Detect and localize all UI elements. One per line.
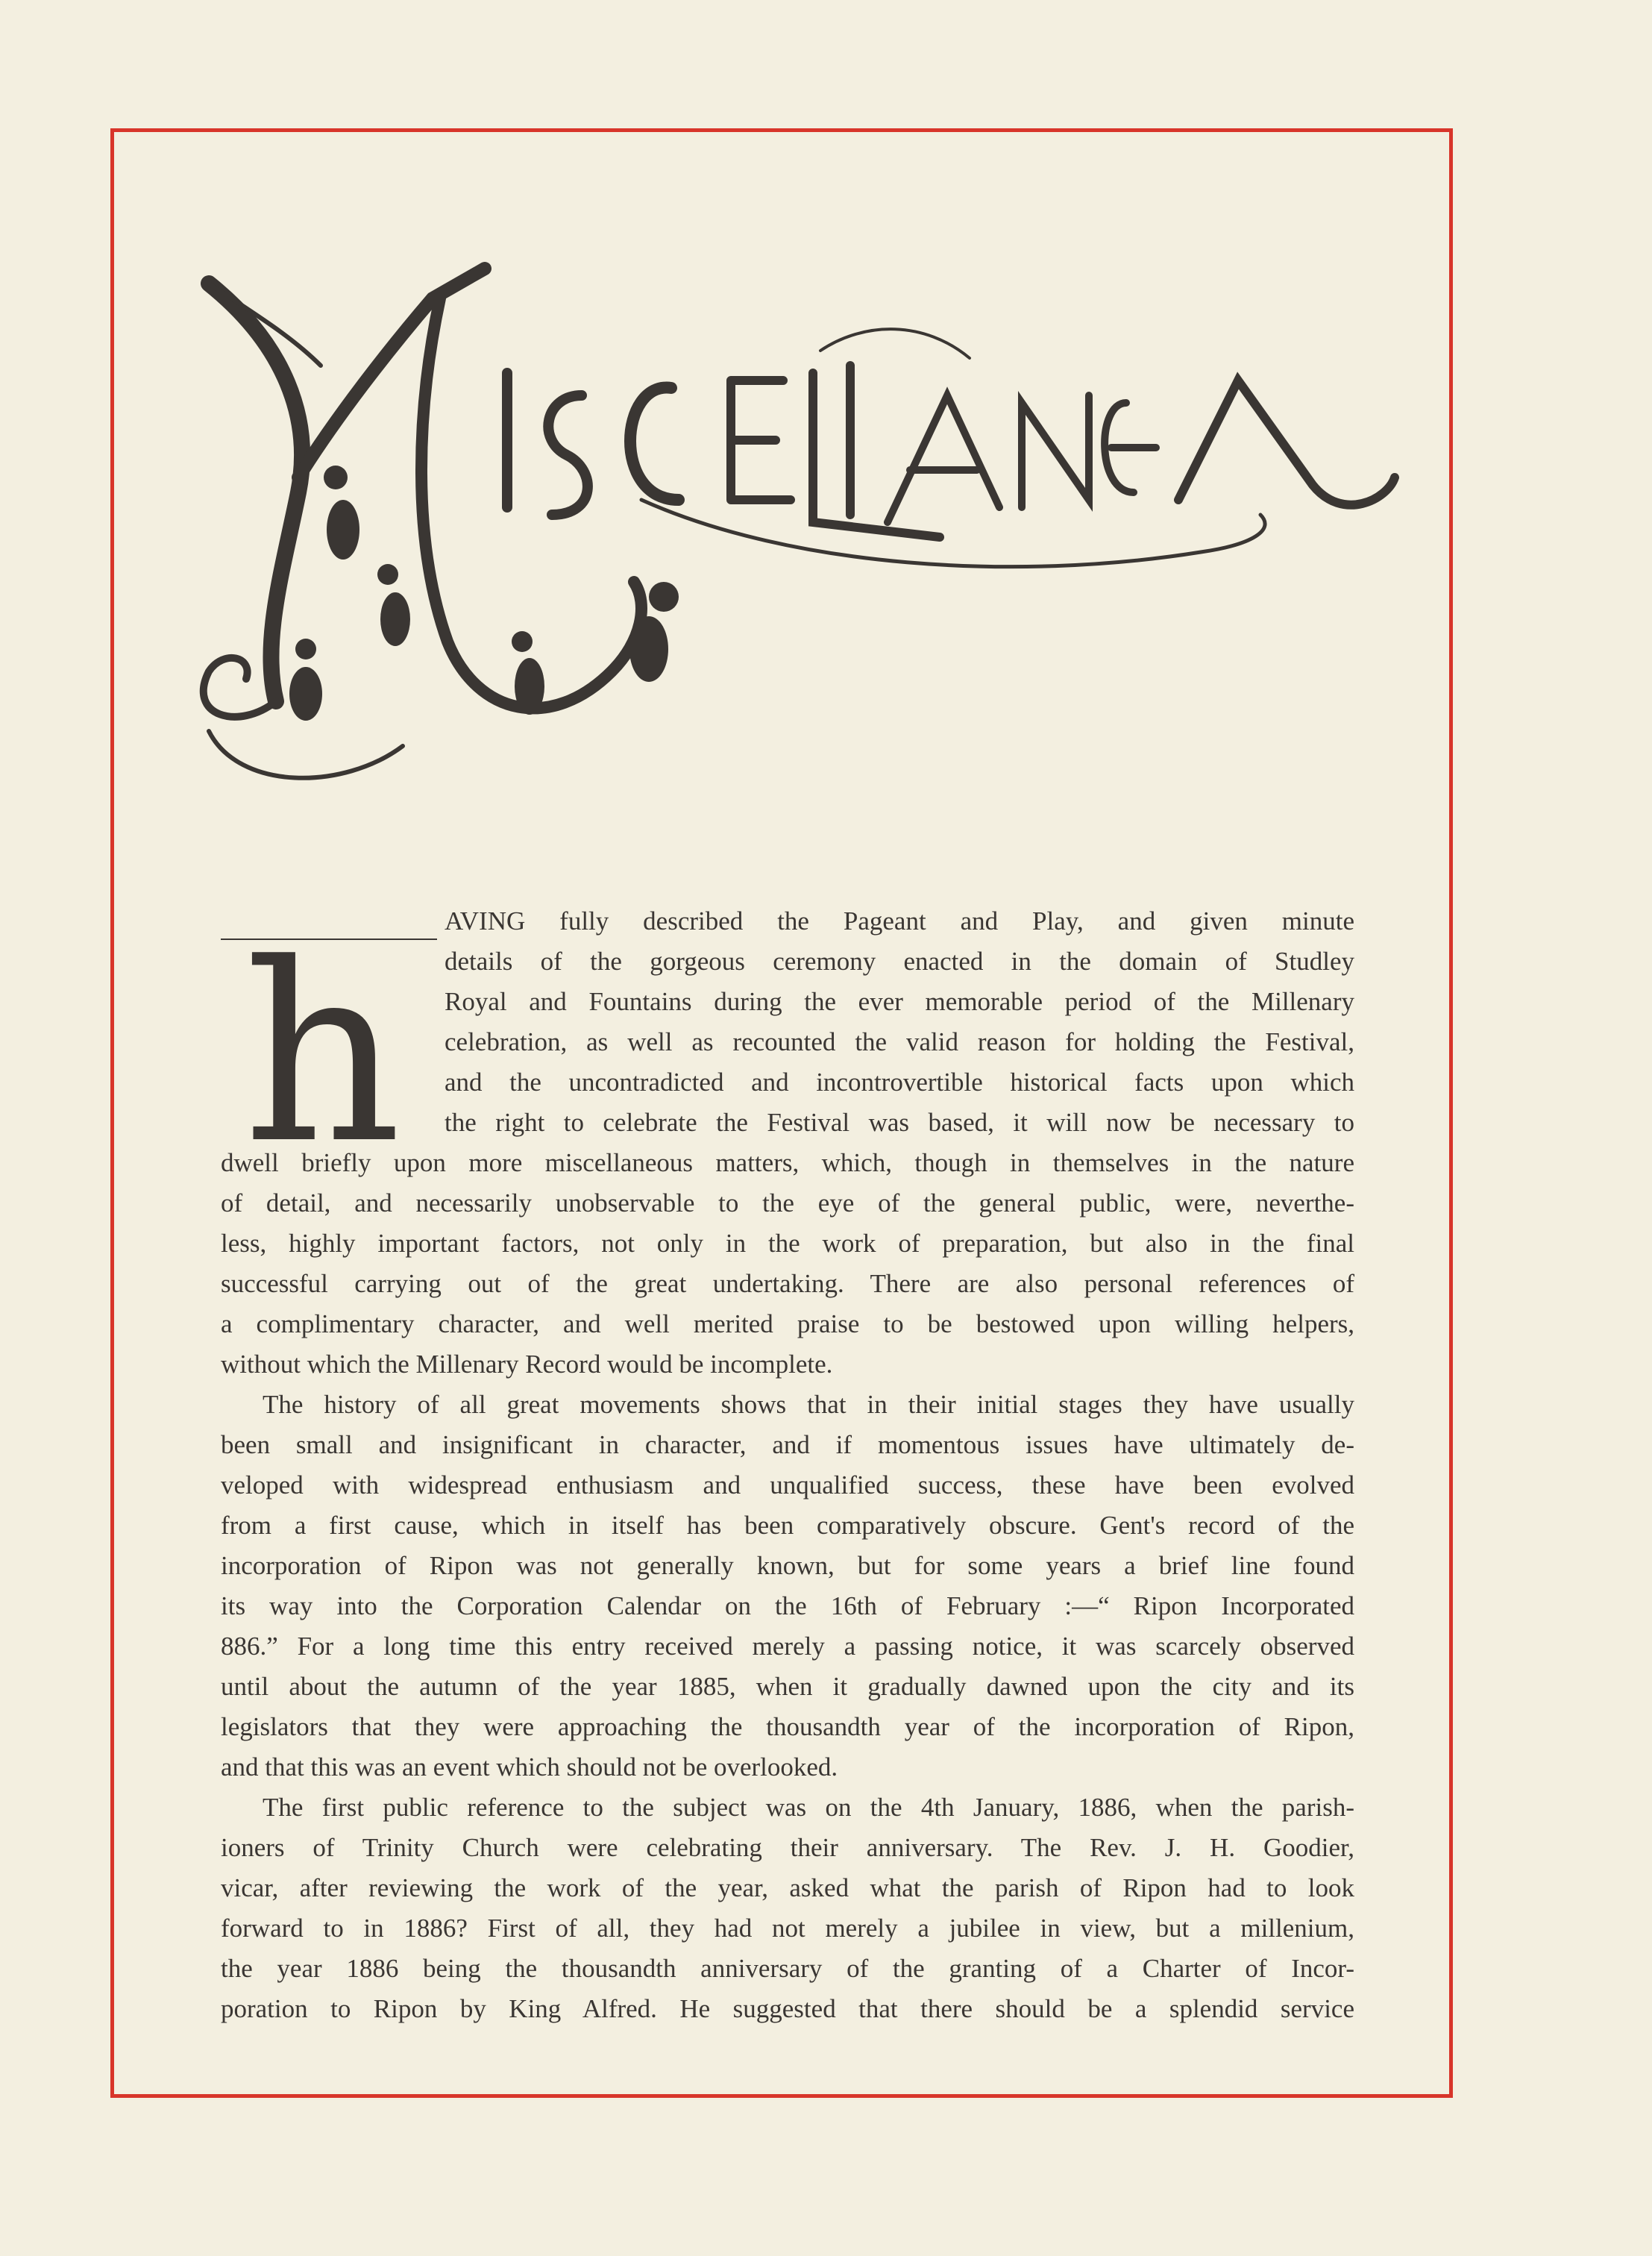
text-line: incorporation of Ripon was not generally known, but for some years a brief line found <box>221 1551 1354 1580</box>
text-line: The history of all great movements shows that in their initial stages they have usually <box>263 1390 1354 1419</box>
text-line: Royal and Fountains during the ever memorable period of the Millenary <box>445 987 1354 1016</box>
text-line: legislators that they were approaching the thousandth year of the incorporation of Ripon, <box>221 1712 1354 1741</box>
drop-cap-letter: h <box>243 911 402 1197</box>
text-line: its way into the Corporation Calendar on the 16th of February :—“ Ripon Incorporated <box>221 1591 1354 1620</box>
text-line: celebration, as well as recounted the valid reason for holding the Festival, <box>445 1027 1354 1056</box>
text-line: and the uncontradicted and incontrovertible historical facts upon which <box>445 1068 1354 1097</box>
text-line: the year 1886 being the thousandth anniversary of the granting of a Charter of Incor- <box>221 1954 1354 1983</box>
text-line: The first public reference to the subject was on the 4th January, 1886, when the parish- <box>263 1793 1354 1822</box>
text-line: successful carrying out of the great undertaking. There are also personal references of <box>221 1269 1354 1298</box>
text-line: ioners of Trinity Church were celebrating their anniversary. The Rev. J. H. Goodier, <box>221 1833 1354 1862</box>
drop-cap <box>221 911 437 1197</box>
text-line: a complimentary character, and well merited praise to be bestowed upon willing helpers, <box>221 1309 1354 1338</box>
text-line: details of the gorgeous ceremony enacted in the domain of Studley <box>445 947 1354 976</box>
text-line: vicar, after reviewing the work of the year, asked what the parish of Ripon had to look <box>221 1873 1354 1902</box>
text-line: dwell briefly upon more miscellaneous matters, which, though in themselves in the nature <box>221 1148 1354 1177</box>
text-line: forward to in 1886? First of all, they had not merely a jubilee in view, but a millenium, <box>221 1914 1354 1943</box>
decorative-title-miscellanea <box>194 254 1402 865</box>
text-line: less, highly important factors, not only in the work of preparation, but also in the final <box>221 1229 1354 1258</box>
text-line: from a first cause, which in itself has been comparatively obscure. Gent's record of the <box>221 1511 1354 1540</box>
text-line: of detail, and necessarily unobservable to the eye of the general public, were, neverthe- <box>221 1188 1354 1218</box>
text-line: been small and insignificant in character, and if momentous issues have ultimately de- <box>221 1430 1354 1459</box>
text-line: without which the Millenary Record would be incomplete. <box>221 1350 833 1379</box>
text-line: until about the autumn of the year 1885, when it gradually dawned upon the city and its <box>221 1672 1354 1701</box>
miscellanea-lettering-illustration <box>194 254 1402 865</box>
text-line: AVING fully described the Pageant and Play, and given minute <box>445 906 1354 936</box>
text-line: and that this was an event which should not be overlooked. <box>221 1752 838 1782</box>
text-line: the right to celebrate the Festival was based, it will now be necessary to <box>445 1108 1354 1137</box>
text-line: 886.” For a long time this entry received merely a passing notice, it was scarcely observed <box>221 1632 1354 1661</box>
text-line: veloped with widespread enthusiasm and unqualified success, these have been evolved <box>221 1470 1354 1500</box>
text-line: poration to Ripon by King Alfred. He suggested that there should be a splendid service <box>221 1994 1354 2023</box>
